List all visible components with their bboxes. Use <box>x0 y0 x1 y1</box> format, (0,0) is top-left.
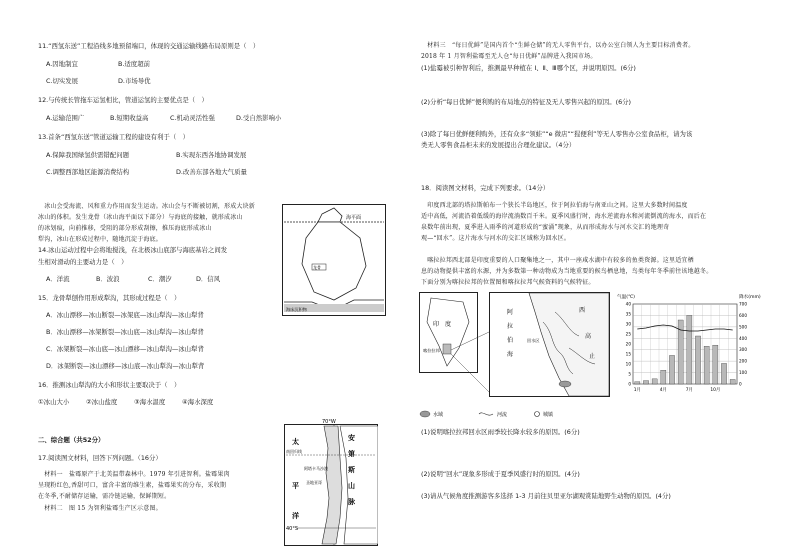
western-ghats-char-1: 西 <box>579 307 586 314</box>
rain-bar <box>713 345 718 384</box>
q17-material3-line2: 2018 年 1 月智利盐霉至无人仓“每日优鲜”品牌进入我国市场。 <box>421 53 597 60</box>
q11-option-c[interactable]: C.切实发展 <box>46 77 79 85</box>
santiago-label: 圣地亚哥 <box>306 480 322 485</box>
iceberg-figure <box>282 204 386 316</box>
temp-tick-label: 5 <box>628 371 631 377</box>
q14-option-d[interactable]: D．信风 <box>196 275 221 283</box>
rain-bar <box>652 379 657 384</box>
ocean-char-3: 洋 <box>292 512 299 520</box>
q17-sub1: (1)盐霉被引种智利后，推测最早种植在 Ⅰ、Ⅱ、Ⅲ哪个区，并说明原因。(6分) <box>421 64 636 72</box>
month-tick-label: 1月 <box>633 388 641 393</box>
sea-level-label: 海平面 <box>346 215 362 221</box>
q17-material2: 材料二 图 15 为智利盐霉生产区示意图。 <box>38 505 162 512</box>
temp-tick-label: 15 <box>625 351 631 357</box>
western-ghats-char-3: 止 <box>589 353 596 360</box>
temp-tick-label: 40 <box>625 301 631 307</box>
section2-heading: 二、综合题（共52分） <box>38 436 105 444</box>
q13-option-a[interactable]: A.保障我国绿氢供需错配问题 <box>46 151 129 159</box>
q18-passage-line4: 观—“回水”。这片海水与河水的交汇区域称为回水区。 <box>421 235 571 242</box>
arabian-sea-char-2: 拉 <box>507 323 514 330</box>
q14-option-c[interactable]: C．潮汐 <box>148 275 172 283</box>
q18-passage-line3: 泉数年前出现，夏季进入雨季的河道形成的“蜜涌”现象，从而形成海水与河水交汇的地理奇 <box>421 224 670 231</box>
ocean-char-2: 平 <box>292 482 299 490</box>
andes-char-4: 山 <box>348 482 355 490</box>
month-tick-label: 10月 <box>710 388 721 393</box>
andes-char-3: 斯 <box>348 466 355 474</box>
rain-tick-label: 600 <box>739 312 747 318</box>
keel-label: 龙骨 <box>313 265 321 270</box>
rain-bar <box>643 381 648 384</box>
q17-material1-line3: 在冬季,不耐储存运输，需冷链运输，保鲜期短。 <box>38 493 171 500</box>
temp-tick-label: 30 <box>625 321 631 327</box>
q16-option-2[interactable]: ②冰山盐度 <box>86 398 118 406</box>
legend-lake: 水域 <box>433 412 444 418</box>
q13-option-c[interactable]: C.调整西部地区能源消费结构 <box>46 168 130 176</box>
western-ghats-char-2: 高 <box>585 333 592 340</box>
andes-char-1: 安 <box>348 434 355 442</box>
q13-stem: 13.首条“西氢东送”管道运输工程的建设有利于（ ） <box>38 133 189 141</box>
q15-option-a[interactable]: A．冰山漂移—冰山断裂—冰架底—冰山犁沟—冰山犁背 <box>46 311 204 319</box>
q17-sub3-line2: 类无人零售食品柜未来的发展提出合理化建议。（4分） <box>421 141 576 149</box>
temp-tick-label: 0 <box>628 381 631 387</box>
rain-bar <box>730 379 735 384</box>
chile-map <box>284 418 378 546</box>
rain-tick-label: 500 <box>739 324 747 330</box>
q15-option-b[interactable]: B．冰山漂移—冰架断裂—冰山底—冰山犁沟—冰山犁背 <box>46 328 204 336</box>
rain-tick-label: 400 <box>739 335 747 341</box>
map-legend <box>419 408 589 420</box>
kerala-label: 喀拉拉邦 <box>423 348 440 353</box>
q12-option-c[interactable]: C.机动灵活性强 <box>170 114 215 122</box>
lake-legend-icon <box>420 411 430 417</box>
q16-option-3[interactable]: ③海水温度 <box>134 398 166 406</box>
rain-tick-label: 300 <box>739 347 747 353</box>
rain-bar <box>687 315 692 384</box>
right-column <box>397 0 794 549</box>
q11-option-a[interactable]: A.因地制宜 <box>46 60 78 68</box>
rain-bar <box>721 363 726 384</box>
q15-stem: 15．龙骨犁刨作用形成犁沟，其形成过程是（ ） <box>38 294 181 302</box>
q18-stem: 18．阅读图文材料，完成下列要求。（14分） <box>421 184 550 192</box>
q11-option-b[interactable]: B.适度超前 <box>118 60 150 68</box>
rain-tick-label: 200 <box>739 358 747 364</box>
q15-option-c[interactable]: C．冰架断裂—冰山底—冰山漂移—冰山犁沟—冰山犁背 <box>46 345 204 353</box>
arabian-sea-char-3: 伯 <box>507 337 514 344</box>
passage1-line2: 冰山的体积。发生龙骨（冰山海平面以下部分）与海底的接触，就形成冰山 <box>38 214 243 221</box>
q14-option-a[interactable]: A．洋流 <box>46 275 70 283</box>
passage1-line4: 犁沟，冰山在形成过程中，随地沉淀于海底。 <box>38 236 163 243</box>
q16-option-1[interactable]: ①冰山大小 <box>38 398 70 406</box>
q13-option-b[interactable]: B.实现东西各地协调发展 <box>176 151 247 159</box>
rain-bar <box>661 370 666 384</box>
q17-material3-line1: 材料三 “每日优鲜”是国内首个“生鲜仓储”的无人零售平台，以办公室白领人为主要目标消费者。 <box>421 42 695 49</box>
temp-tick-label: 20 <box>625 341 631 347</box>
climate-chart <box>615 290 775 402</box>
rain-tick-label: 0 <box>739 381 742 387</box>
q17-sub3-line1: (3)除了每日优鲜便利购外，还有众多“领蛙”“e 微店”“猩便利”等无人零售办公室食品柜，请为该 <box>421 130 693 138</box>
city-legend-icon <box>535 412 540 417</box>
month-tick-label: 7月 <box>685 388 693 393</box>
q12-option-a[interactable]: A.运输范围广 <box>46 114 85 122</box>
ocean-char-1: 太 <box>292 438 299 446</box>
rain-bar <box>635 382 640 384</box>
arabian-sea-char-4: 海 <box>507 351 514 358</box>
q12-option-b[interactable]: B.短期收益高 <box>110 114 149 122</box>
temp-tick-label: 35 <box>625 311 631 317</box>
rain-bar <box>695 336 700 384</box>
kerala-location-map <box>419 292 611 402</box>
rain-bar <box>669 355 674 384</box>
q11-option-d[interactable]: D.市场导优 <box>118 77 151 85</box>
q14-stem: 14.冰山运动过程中会将地搅浅，在北极冰山底部与海底基岩之间发 <box>38 246 228 254</box>
month-tick-label: 4月 <box>659 388 667 393</box>
andes-char-2: 第 <box>348 450 355 458</box>
q18-sub1: (1)说明喀拉拉邦回水区雨季较长降水较多的原因。(6分) <box>421 428 580 436</box>
q14-stem-2: 生相对滑动的主要动力是（ ） <box>38 258 128 266</box>
q12-stem: 12.与传统长管拖车运氢相比，管道运氢的主要优点是（ ） <box>38 96 208 104</box>
q17-stem: 17.阅读图文材料，回答下列问题。（16分） <box>38 454 162 462</box>
temp-tick-label: 25 <box>625 331 631 337</box>
q16-stem: 16．推测冰山犁沟的大小和形状主要取决于（ ） <box>38 381 181 389</box>
temp-axis-title: 气温(℃) <box>617 295 635 300</box>
legend-river: 河流 <box>497 412 508 418</box>
q18-passage-line7: 下面分别为喀拉拉邦的位置图和喀拉拉邦气候资料的气候特征。 <box>421 279 595 286</box>
q18-passage-line1: 印度西北部的塔拉斯帕布一个狭长半岛地区，位于阿拉伯海与南亚山之间。这里大多数时间温度 <box>421 202 688 209</box>
q18-passage-line6: 息的动物提供丰富的水源，并为多数第一种动物成为当地重要的候鸟栖息地，鸟类每年冬季前往该地越冬。 <box>421 268 713 275</box>
rain-tick-label: 700 <box>739 301 747 307</box>
desert-label: 阿塔卡马沙漠 <box>304 466 328 471</box>
q15-option-d[interactable]: D．冰架断裂—冰山漂移—冰山底—冰山犁沟—冰山犁背 <box>46 362 205 370</box>
backwater-region-label: 回水区 <box>527 338 540 343</box>
tropic-label: 南回归线 <box>286 449 302 454</box>
q16-option-4[interactable]: ④海水深度 <box>182 398 214 406</box>
arabian-sea-char-1: 阿 <box>507 309 514 316</box>
passage1-line1: 冰山会受海流、风和重力作用而发生运动。冰山会与不断被切割，形成大块新 <box>38 203 256 210</box>
temp-tick-label: 10 <box>625 361 631 367</box>
rain-bar <box>704 346 709 384</box>
q18-passage-line2: 适中高低，河流沿着低缓的海岸流淌数百千米。夏季风盛行时，海水逆流海水和河流倒流的海水，而后在 <box>421 213 707 220</box>
latitude-label: 40°S <box>286 526 299 532</box>
rain-axis-title: 降水(mm) <box>739 295 761 300</box>
india-char-1: 印 <box>433 321 440 328</box>
q17-material1-line1: 材料一 盐霉原产于北美温带森林中。1979 年引进智利。盐霉果肉 <box>38 471 230 478</box>
q13-option-d[interactable]: D.改善东部各地大气质量 <box>176 168 247 176</box>
q17-sub2: (2)分析“每日优鲜”便利购的布局地点的特征及无人零售兴起的原因。(6分) <box>421 98 632 106</box>
q11-stem: 11.“西氢东送”工程沿线多地预留端口，体现的交通运输线路布局原则是（ ） <box>38 42 260 50</box>
passage1-line3: 的冰划痕，向前推移，受阻的部分形成刮擦，推压海底形成冰山 <box>38 225 212 232</box>
q14-option-b[interactable]: B．波浪 <box>96 275 120 283</box>
andes-char-5: 脉 <box>348 498 355 506</box>
q17-material1-line2: 呈现粉红色,香甜可口，富含丰富的维生素，盐霉果实的分布，采收期 <box>38 482 227 489</box>
india-char-2: 度 <box>445 321 452 328</box>
q18-sub3: (3)请从气候角度推测游客多选择 1-3 月前往贝里亚尔湖观赏陆地野生动物的原因。(4分) <box>421 492 671 500</box>
legend-city: 城镇 <box>543 412 554 418</box>
q12-option-d[interactable]: D.受自然影响小 <box>236 114 282 122</box>
q18-sub2: (2)说明“回水”现象多形成于夏季风盛行时的原因。(4分) <box>421 470 580 478</box>
seabed-label: 海床沉积物 <box>286 307 307 312</box>
longitude-label: 70°W <box>322 419 336 425</box>
rain-tick-label: 100 <box>739 370 747 376</box>
river-legend-icon <box>479 413 493 415</box>
q18-passage-line5: 喀拉拉邦西北部是印度重要的人口聚集地之一，其中一座咸水湖中有较多的鱼类资源。这里适宜栖 <box>421 257 694 264</box>
